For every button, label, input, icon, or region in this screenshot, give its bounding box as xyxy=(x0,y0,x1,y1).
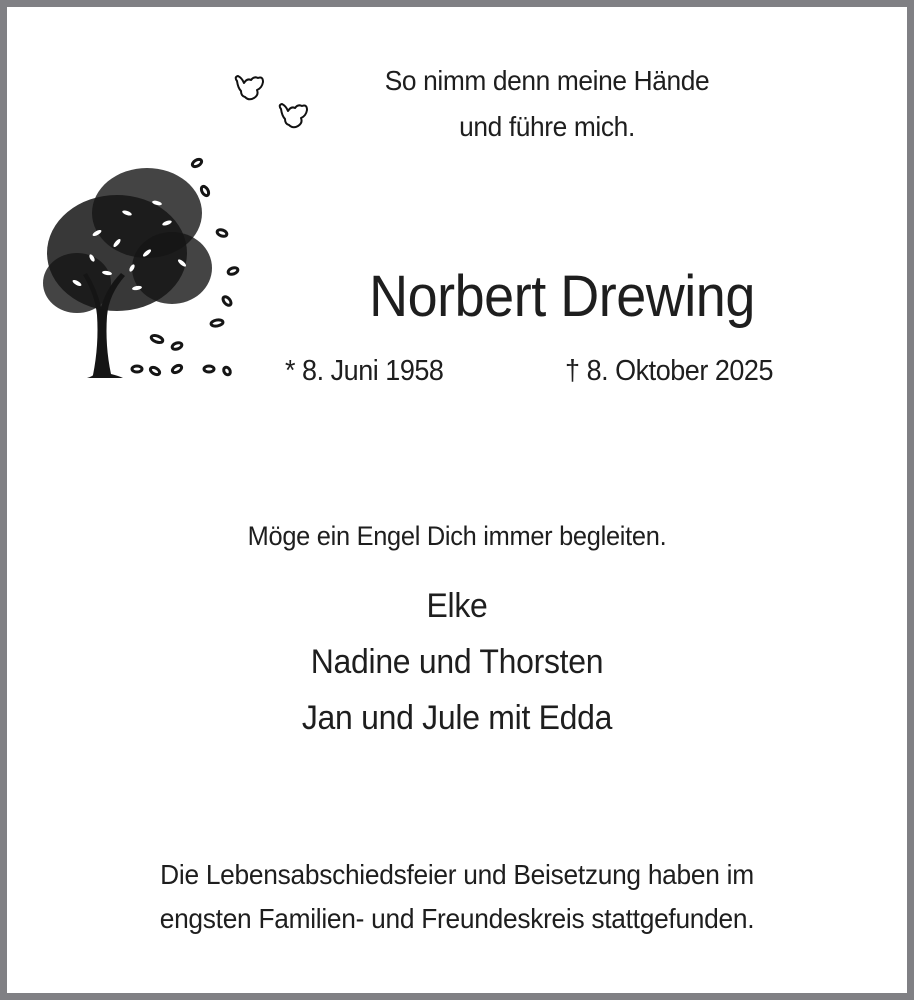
funeral-notice-line-2: engsten Familien- und Freundeskreis stattgefunden. xyxy=(159,903,755,934)
farewell-wish: Möge ein Engel Dich immer begleiten. xyxy=(247,521,667,551)
death-date: † 8. Oktober 2025 xyxy=(565,355,774,387)
windblown-tree-icon xyxy=(37,143,242,383)
mourner-line: Jan und Jule mit Edda xyxy=(301,699,613,737)
deceased-name: Norbert Drewing xyxy=(369,264,755,329)
mourner-line: Nadine und Thorsten xyxy=(310,643,604,681)
doves-icon xyxy=(231,67,321,137)
quote-line-2: und führe mich. xyxy=(459,111,635,142)
mourner-line: Elke xyxy=(426,587,488,625)
funeral-notice-line-1: Die Lebensabschiedsfeier und Beisetzung haben im xyxy=(160,859,754,890)
quote-line-1: So nimm denn meine Hände xyxy=(384,65,710,96)
obituary-notice xyxy=(7,7,907,993)
birth-date: * 8. Juni 1958 xyxy=(285,355,444,387)
